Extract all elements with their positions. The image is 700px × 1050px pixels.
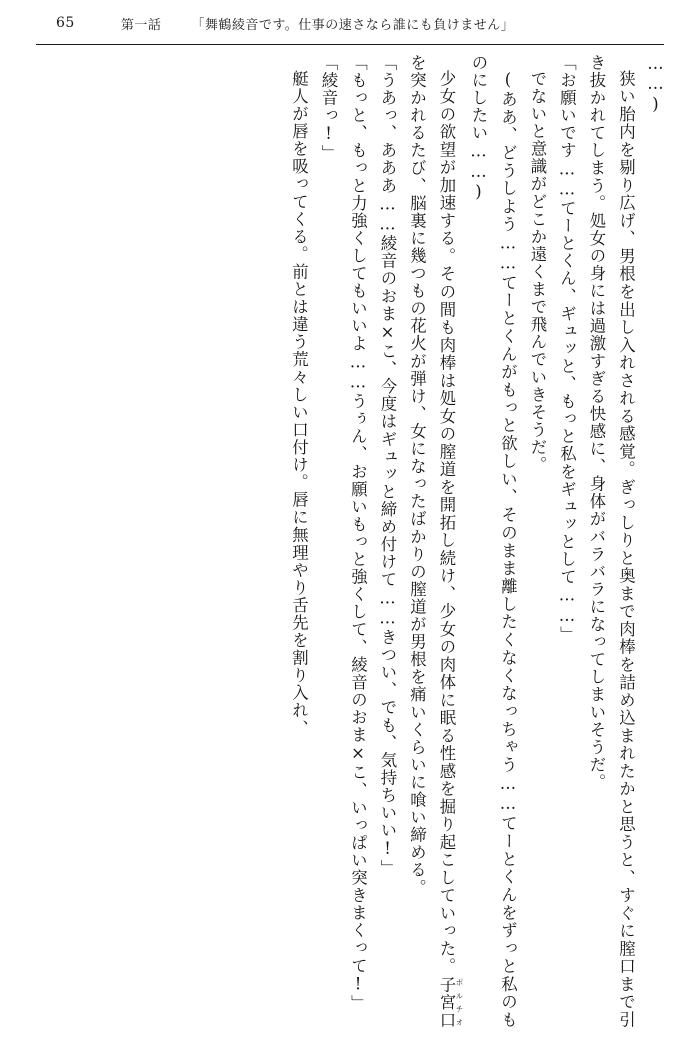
chapter-label: 第一話	[120, 17, 162, 33]
header-divider	[36, 44, 664, 45]
text-line-ellipsis: ……)	[646, 54, 665, 115]
vertical-text-column	[30, 54, 670, 1029]
text-paragraph-5: 少女の欲望が加速する。その間も肉棒は処女の膣道を開拓し続け、少女の肉体に眠る性感を掘り起こしていった。子宮口 ポルチオを突かれるたび、脳裏に幾つもの花火が弾け、女になったばかりの膣道が男根を痛いくらいに喰い締める。	[407, 54, 464, 1029]
page-number: 65	[56, 15, 75, 31]
text-paragraph-2: 「お願いです……てーとくん、ギュッと、もっと私をギュッとして……」	[557, 54, 577, 644]
text-paragraph-8: 「綾音っ!」	[319, 54, 338, 162]
text-paragraph-1: 狭い胎内を剔り広げ、男根を出し入れされる感覚。ぎっしりと奥まで肉棒を詰め込まれたかと思うと、すぐに膣口まで引き抜かれてしまう。処女の身には過激すぎる快感に、身体がバラバラになってしまいそうだ。	[587, 54, 636, 1029]
text-paragraph-3: でないと意識がどこか遠くまで飛んでいきそうだ。	[528, 70, 547, 475]
running-title: 「舞鶴綾音です。仕事の速さなら誰にも負けません」	[191, 17, 515, 33]
ruby-annotation: 子宮口 ポルチオ	[437, 975, 464, 1029]
text-paragraph-6: 「うあっ、あああ……綾音のおま×こ、今度はギュッと締め付けて……きつい、でも、気持ちいい!」	[378, 54, 397, 877]
text-paragraph-4: (ああ、どうしよう……てーとくんがもっと欲しい、そのまま離したくなくなっちゃう……てーとくんをずっと私のものにしたい……)	[469, 54, 518, 1029]
text-paragraph-7: 「もっと、もっと力強くしてもいいよ……うぅん、お願いもっと強くして、綾音のおま×こ、いっぱい突きまくって!」	[348, 54, 368, 1013]
body-text-area	[30, 54, 670, 1029]
page-header	[0, 0, 700, 46]
text-paragraph-9: 艇人が唇を吸ってくる。前とは違う荒々しい口付け。唇に無理やり舌先を割り入れ、	[289, 70, 309, 738]
